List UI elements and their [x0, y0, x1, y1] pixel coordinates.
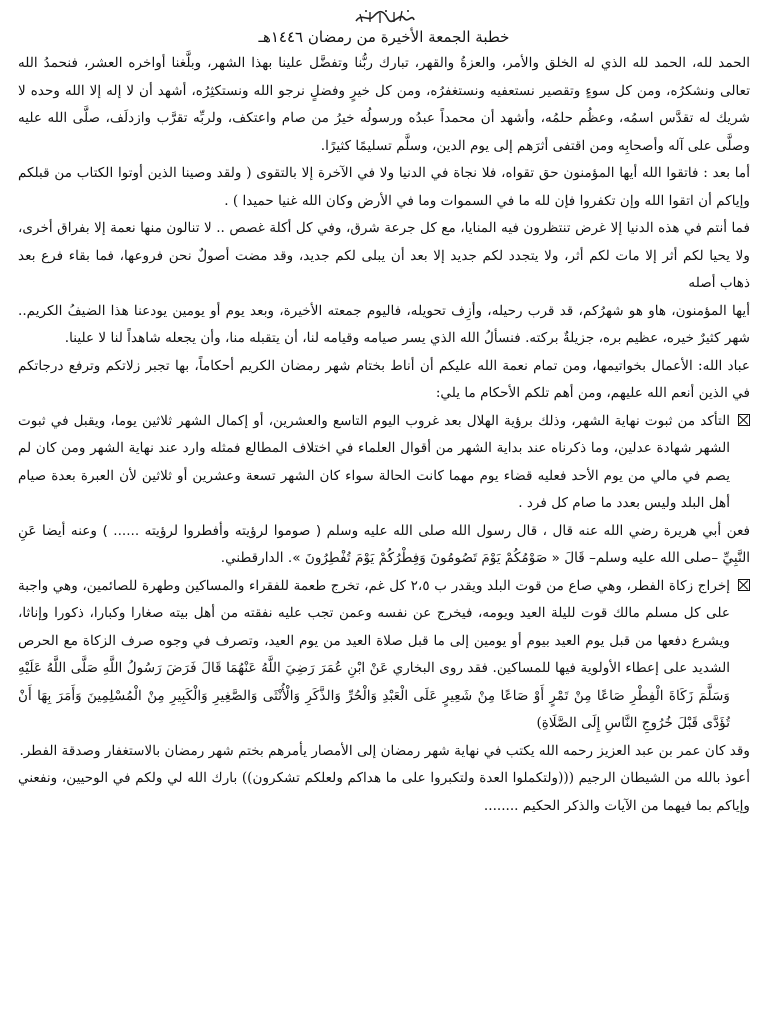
umar-paragraph: وقد كان عمر بن عبد العزيز رحمه الله يكتب في نهاية شهر رمضان إلى الأمصار يأمرهم بختم شهر رمضان بالاستغفار وصدقة الفطر. [19, 742, 750, 759]
calligraphy-ornament-icon [352, 8, 416, 26]
checkbox-x-icon [738, 579, 750, 591]
dunya-paragraph: فما أنتم في هذه الدنيا إلا غرض تنتظرون فيه المنايا، مع كل جرعة شرق، وفي كل أكلة غصص .. لا تنالون منها نعمة إلا بفراق أخرى، ولا يحيا لكم أثر إلا مات لكم أثر، ولا يتجدد لكم جديد إلا بعد أن يبلى لكم جديد، وقد مضت أصولٌ نحن فروعها، فما بقاء فرع بعد ذهاب أصله [18, 220, 750, 291]
ahkam-intro-paragraph: عباد الله: الأعمال بخواتيمها، ومن تمام نعمة الله عليكم أن أناط بختام شهر رمضان الكريم أحكاماً، بها تجبر زلاتكم وترفع درجاتكم في الذين أنعم الله عليهم، ومن أهم تلكم الأحكام ما يلي: [18, 357, 750, 401]
page-title: خطبة الجمعة الأخيرة من رمضان ١٤٤٦هـ [258, 28, 510, 46]
closing-paragraph: أعوذ بالله من الشيطان الرجيم (((ولتكملوا العدة ولتكبروا على ما هداكم ولعلكم تشكرون)) بارك الله لي ولكم في الوحيين، ونفعني وإياكم بما فيهما من الآيات والذكر الحكيم ........ [18, 770, 750, 814]
ruling-item-moon-sighting [18, 408, 750, 518]
farewell-paragraph: أيها المؤمنون، هاو هو شهرُكم، قد قرب رحيله، وأزِف تحويله، فاليوم جمعته الأخيرة، وبعد يوم أو يومين يودعنا هذا الضيفُ الكريم.. شهر كثيرٌ خيره، عظيم بره، جزيلةٌ بركته. فنسألُ الله الذي يسر صيامه وقيامه لنا، أن يتقبله منا، وأن يجعله شاهداً لنا لا علينا. [18, 302, 750, 346]
checkbox-x-icon [738, 414, 750, 426]
hadith-paragraph: فعن أبي هريرة رضي الله عنه قال ، قال رسول الله صلى الله عليه وسلم ( صوموا لرؤيته وأفطروا لرؤيته ...... ) وعنه أيضا عَنِ النَّبِيِّ –صلى الله عليه وسلم– قَالَ « صَوْمُكُمْ يَوْمَ تَصُومُونَ وَفِطْرُكُمْ يَوْمَ تُفْطِرُونَ ». الدارقطني. [18, 522, 750, 566]
ruling-item-text: التأكد من ثبوت نهاية الشهر، وذلك برؤية الهلال بعد غروب اليوم التاسع والعشرين، أو إكمال الشهر ثلاثين يوما، ويقبل في ثبوت الشهر شهادة عدلين، وما ذكرناه عند بداية الشهر من أقوال العلماء في اختلاف المطالع فمثله وارد عند نهاية الشهر ومن كان لم يصم في مالي من يوم الأحد فعليه قضاء يوم مهما كانت الحالة سواء كان الشهر تسعة وعشرين أو ثلاثين لأن العبرة بعدة صيام أهل البلد وليس بعدد ما صام كل فرد . [18, 412, 730, 511]
ruling-item-zakat-al-fitr [18, 573, 750, 738]
amma-bad-paragraph: أما بعد : فاتقوا الله أيها المؤمنون حق تقواه، فلا نجاة في الدنيا ولا في الآخرة إلا بالتقوى ( ولقد وصينا الذين أوتوا الكتاب من قبلكم وإياكم أن اتقوا الله وإن تكفروا فإن لله ما في السموات وما في الأرض وكان الله غنيا حميدا ) . [18, 165, 750, 209]
ruling-item-text: إخراج زكاة الفطر، وهي صاع من قوت البلد ويقدر ب ٢،٥ كل غم، تخرج طعمة للفقراء والمساكين وطهرة للصائمين، وهي واجبة على كل مسلم مالك قوت لليلة العيد ويومه، فيخرج عن نفسه وعمن تجب عليه نفقته من أهل بيته صغارا وكبارا، ذكورا وإناثا، ويشرع دفعها من قبل يوم العيد بيوم أو يومين إلى ما قبل صلاة العيد من يوم العيد، وتصرف في وجوه صرف الزكاة مع الحرص الشديد على إعطاء الأولوية فيها للمساكين. فقد روى البخاري عَنْ ابْنِ عُمَرَ رَضِيَ اللَّهُ عَنْهُمَا قَالَ فَرَضَ رَسُولُ اللَّهِ صَلَّى اللَّهُ عَلَيْهِ وَسَلَّمَ زَكَاةَ الْفِطْرِ صَاعًا مِنْ تَمْرٍ أَوْ صَاعًا مِنْ شَعِيرٍ عَلَى الْعَبْدِ وَالْحُرِّ وَالذَّكَرِ وَالْأُنْثَى وَالصَّغِيرِ وَالْكَبِيرِ مِنْ الْمُسْلِمِينَ وَأَمَرَ بِهَا أَنْ تُؤَدَّى قَبْلَ خُرُوجِ النَّاسِ إِلَى الصَّلَاةِ) [18, 577, 731, 731]
khutbah-page [18, 8, 750, 820]
intro-paragraph: الحمد لله، الحمد لله الذي له الخلق والأمر، والعزةُ والقهر، تبارك ربُّنا وتفضَّل علينا بهذا الشهر، وبلَّغنا أواخره العشر، فنحمدُ الله تعالى ونشكرُه، ومن كل سوءٍ وتقصير نستعفيه ونستغفرُه، ومن كل خيرٍ وفضلٍ نرجو الله ونستكثِرُه، أشهد أن لا إله إلا الله وحده لا شريك له تقدَّس اسمُه، وعظُم حلمُه، وأشهد أن محمداً عبدُه ورسولُه خيرُ من صام واعتكف، ولربِّه تقرَّب وازدلَف، صلَّى الله عليه وصلَّى على آله وأصحابِه ومن اقتفى أثرَهم إلى يوم الدين، وسلَّم تسليمًا كثيرًا. [18, 55, 750, 154]
